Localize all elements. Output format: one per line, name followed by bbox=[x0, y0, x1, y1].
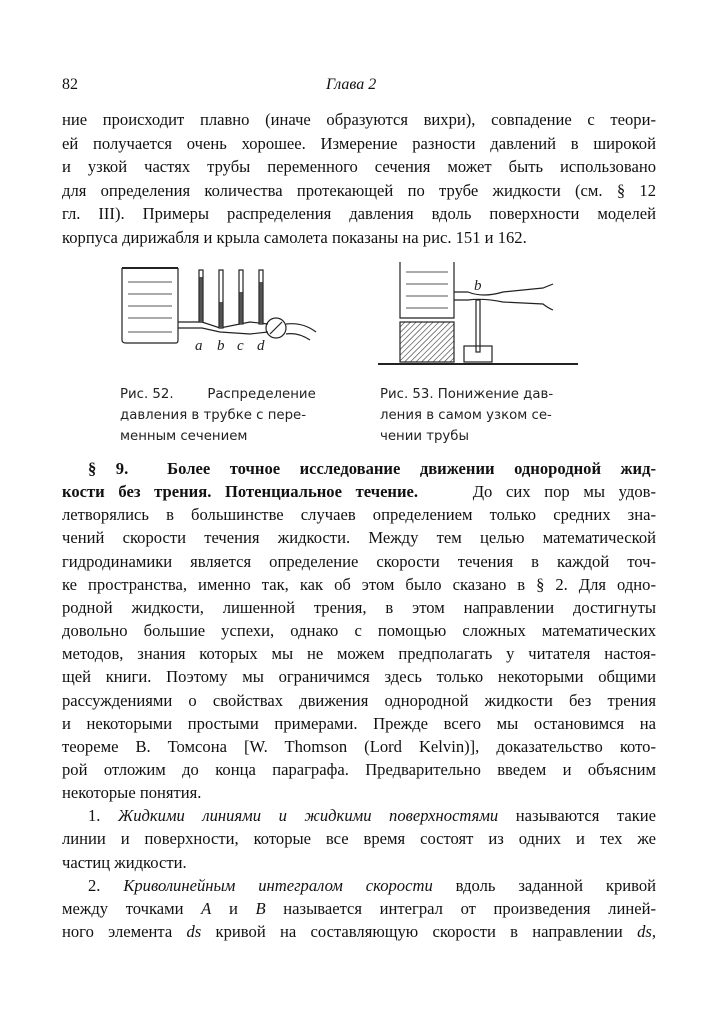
text-run: вдоль заданной кривой bbox=[432, 875, 657, 895]
text-run: ей получается очень хорошее. Измерение разности давлений в широкой bbox=[62, 133, 656, 153]
text-run: частиц жидкости. bbox=[62, 852, 187, 872]
caption-line: Рис. 52. Распределение bbox=[120, 387, 316, 402]
text-run: рассуждениями о свойствах движения однородной жидкости без трения bbox=[62, 690, 656, 710]
text-line bbox=[62, 737, 656, 757]
text-run: довольно большие успехи, однако с помощью сложных математических bbox=[62, 621, 656, 641]
figure-52 bbox=[118, 262, 328, 352]
text-run: гидродинамики является определение скорости течения в каждой точ- bbox=[62, 551, 656, 571]
text-run: До сих пор мы удов- bbox=[418, 482, 657, 502]
bold-text: § 9. Более точное исследование движении однородной жид- bbox=[88, 459, 656, 478]
text-line bbox=[62, 482, 656, 502]
text-line bbox=[62, 110, 656, 130]
text-run: и некоторыми простыми примерами. Прежде всего мы остановимся на bbox=[62, 713, 656, 733]
text-run: методов, знания которых мы не можем предполагать у читателя настоя- bbox=[62, 644, 656, 664]
text-run: чений скорости течения жидкости. Между тем целью математической bbox=[62, 528, 656, 548]
text-line bbox=[88, 806, 656, 826]
label-a: a bbox=[195, 338, 203, 352]
text-run: корпуса дирижабля и крыла самолета показаны на рис. 151 и 162. bbox=[62, 227, 527, 247]
text-line bbox=[62, 598, 656, 618]
text-run: летворялись в большинстве случаев определением только средних зна- bbox=[62, 505, 656, 525]
bold-text: кости без трения. Потенциальное течение. bbox=[62, 482, 419, 502]
running-header: Глава 2 bbox=[326, 76, 377, 93]
text-run: некоторые понятия. bbox=[62, 783, 202, 803]
text-run: 1. bbox=[88, 806, 118, 826]
text-line bbox=[62, 228, 656, 248]
text-line bbox=[62, 621, 656, 641]
text-run: ке пространства, именно так, как об этом было сказано в § 2. Для одно- bbox=[62, 574, 656, 594]
italic-text: Криволинейным интегралом скорости bbox=[123, 875, 433, 895]
text-line bbox=[62, 134, 656, 154]
text-run: и узкой частях трубы переменного сечения может быть использовано bbox=[62, 157, 656, 176]
text-line bbox=[62, 204, 656, 224]
text-line bbox=[62, 922, 656, 942]
caption-line: менным сечением bbox=[120, 429, 248, 444]
text-line bbox=[88, 876, 656, 896]
text-run: 2. bbox=[88, 875, 124, 895]
text-run: называется интеграл от произведения линей- bbox=[265, 898, 656, 918]
caption-line: давления в трубке с пере- bbox=[120, 408, 307, 423]
text-run: рой отложим до конца параграфа. Предварительно введем и объясним bbox=[62, 759, 656, 779]
caption-line: ления в самом узком се- bbox=[380, 408, 552, 423]
text-line bbox=[62, 157, 656, 177]
text-line bbox=[62, 528, 656, 548]
text-run: кривой на составляющую скорости в направлении bbox=[201, 922, 638, 941]
italic-text: A bbox=[201, 898, 212, 918]
text-run: щей книги. Поэтому мы ограничимся здесь только некоторыми общими bbox=[62, 667, 656, 687]
text-line bbox=[62, 899, 656, 919]
page-number: 82 bbox=[62, 76, 78, 93]
italic-text: ds bbox=[637, 922, 652, 941]
label-b: b bbox=[474, 278, 482, 294]
figure-53 bbox=[378, 258, 578, 368]
text-run: линии и поверхности, которые все время состоят из одних и тех же bbox=[62, 829, 656, 849]
text-run: ние происходит плавно (иначе образуются вихри), совпадение с теори- bbox=[62, 110, 656, 129]
text-line bbox=[62, 760, 656, 780]
text-line bbox=[62, 552, 656, 572]
text-line bbox=[62, 181, 656, 201]
figure-53-caption bbox=[380, 384, 553, 447]
text-run: гл. III). Примеры распределения давления вдоль поверхности моделей bbox=[62, 204, 656, 223]
text-run: и bbox=[211, 898, 256, 918]
text-run: теореме В. Томсона [W. Thomson (Lord Kelvin)], доказательство кото- bbox=[62, 736, 656, 756]
italic-text: Жидкими линиями и жидкими поверхностями bbox=[118, 806, 499, 826]
label-d: d bbox=[257, 338, 265, 352]
text-run: между точками bbox=[62, 898, 202, 918]
text-line bbox=[62, 505, 656, 525]
text-run: родной жидкости, лишенной трения, в этом направлении достигнуты bbox=[62, 597, 656, 617]
text-run: называются такие bbox=[498, 806, 657, 826]
text-line bbox=[62, 691, 656, 711]
text-line bbox=[62, 829, 656, 849]
text-line bbox=[88, 459, 656, 479]
caption-line: Рис. 53. Понижение дав- bbox=[380, 387, 554, 402]
label-c: c bbox=[237, 338, 244, 352]
text-line bbox=[62, 667, 656, 687]
text-line bbox=[62, 644, 656, 664]
text-run: ного элемента bbox=[62, 922, 187, 941]
text-line bbox=[62, 783, 656, 803]
caption-line: чении трубы bbox=[380, 429, 469, 444]
label-b: b bbox=[217, 338, 225, 352]
text-run: для определения количества протекающей по трубе жидкости (см. § 12 bbox=[62, 180, 656, 200]
text-line bbox=[62, 575, 656, 595]
text-run: , bbox=[651, 922, 656, 941]
italic-text: ds bbox=[186, 922, 202, 941]
italic-text: B bbox=[255, 898, 266, 918]
text-line bbox=[62, 714, 656, 734]
text-line bbox=[62, 853, 656, 873]
figure-52-caption bbox=[120, 384, 316, 447]
